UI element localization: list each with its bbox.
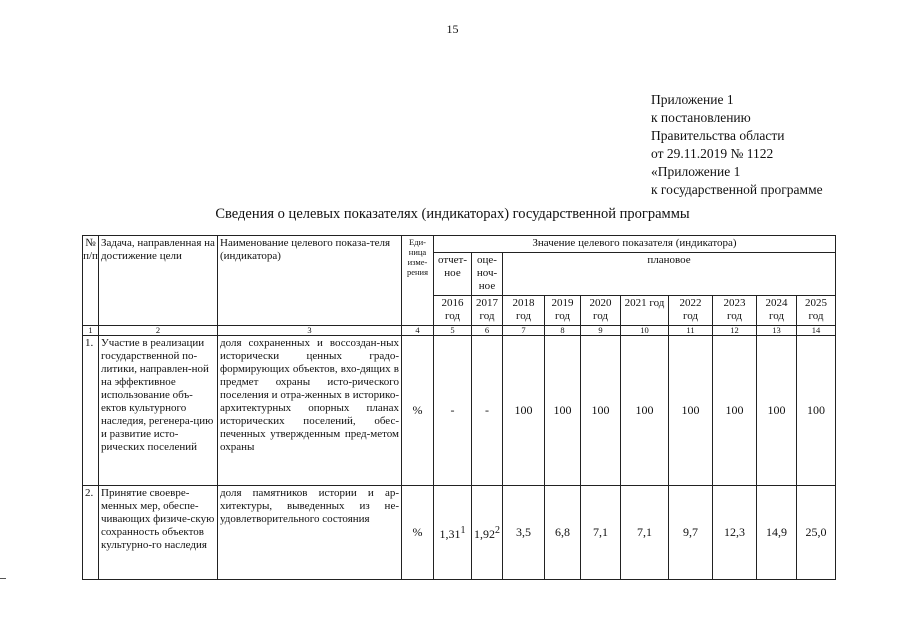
- row-value-footnoted: [472, 486, 503, 580]
- header-indicator: Наименование целевого показа-теля (индикатора): [218, 236, 402, 326]
- header-unit: Еди-ница изме-рения: [402, 236, 434, 326]
- column-number: 13: [757, 326, 797, 336]
- row-value: 100: [797, 336, 836, 486]
- column-number: 12: [713, 326, 757, 336]
- column-number: 9: [581, 326, 621, 336]
- row-value: 1,31: [439, 527, 461, 541]
- page-number: 15: [446, 22, 459, 36]
- table-row: [83, 486, 836, 580]
- header-value-group: Значение целевого показателя (индикатора): [434, 236, 836, 253]
- row-value: 100: [503, 336, 545, 486]
- appendix-line: к государственной программе: [651, 182, 823, 197]
- row-indicator: доля сохраненных и воссоздан-ных исторически ценных градо-формирующих объектов, вхо-дящих в предмет охраны исто-рического поселения и отра-женных в историко-архитектурных опорных планах исторических поселений, обес-печенных утвержденным пред-метом охраны: [218, 336, 402, 486]
- header-year: 2022 год: [669, 296, 713, 326]
- row-value: 6,8: [545, 486, 581, 580]
- row-value: 1,92: [474, 527, 495, 541]
- column-number: 1: [83, 326, 99, 336]
- header-year: 2018 год: [503, 296, 545, 326]
- header-year: 2023 год: [713, 296, 757, 326]
- row-task: Принятие своевре-менных мер, обеспе-чивающих физиче-скую сохранность объектов культурно-го наследия: [99, 486, 218, 580]
- column-number: 6: [472, 326, 503, 336]
- row-value: 100: [757, 336, 797, 486]
- appendix-line: «Приложение 1: [651, 164, 741, 179]
- row-value: 100: [581, 336, 621, 486]
- header-year: 2020 год: [581, 296, 621, 326]
- column-number: 11: [669, 326, 713, 336]
- footnote-marker: 1: [460, 525, 466, 536]
- appendix-line: Приложение 1: [651, 92, 734, 107]
- row-unit: %: [402, 336, 434, 486]
- column-number: 5: [434, 326, 472, 336]
- margin-mark: [0, 578, 6, 579]
- row-value: 7,1: [621, 486, 669, 580]
- row-unit: %: [402, 486, 434, 580]
- row-number: 1.: [83, 336, 99, 486]
- header-year: 2025 год: [797, 296, 836, 326]
- indicators-table: [82, 235, 836, 580]
- header-task: Задача, направленная на достижение цели: [99, 236, 218, 326]
- table-row: [83, 336, 836, 486]
- row-value: 3,5: [503, 486, 545, 580]
- appendix-block: [651, 91, 823, 199]
- column-number: 8: [545, 326, 581, 336]
- header-year: 2024 год: [757, 296, 797, 326]
- column-number: 7: [503, 326, 545, 336]
- row-value: -: [434, 336, 472, 486]
- row-value: 7,1: [581, 486, 621, 580]
- header-num: № п/п: [83, 236, 99, 326]
- column-number: 10: [621, 326, 669, 336]
- row-value: 9,7: [669, 486, 713, 580]
- document-title: Сведения о целевых показателях (индикаторах) государственной программы: [215, 206, 690, 222]
- header-planned: плановое: [503, 253, 836, 296]
- row-number: 2.: [83, 486, 99, 580]
- header-reported: отчет-ное: [434, 253, 472, 296]
- row-task: Участие в реализации государственной по-литики, направлен-ной на эффективное использование объ-ектов культурного наследия, регенера-цию и развитие исто-рических поселений: [99, 336, 218, 486]
- header-year: 2019 год: [545, 296, 581, 326]
- header-estimated: оце-ноч-ное: [472, 253, 503, 296]
- header-year: 2017 год: [472, 296, 503, 326]
- footnote-marker: 2: [495, 525, 500, 536]
- row-value: 14,9: [757, 486, 797, 580]
- row-value: -: [472, 336, 503, 486]
- row-value: 100: [713, 336, 757, 486]
- row-value-footnoted: [434, 486, 472, 580]
- appendix-line: от 29.11.2019 № 1122: [651, 146, 774, 161]
- header-year: 2021 год: [621, 296, 669, 326]
- column-number: 2: [99, 326, 218, 336]
- appendix-line: Правительства области: [651, 128, 785, 143]
- row-value: 100: [545, 336, 581, 486]
- header-year: 2016 год: [434, 296, 472, 326]
- row-value: 100: [621, 336, 669, 486]
- row-value: 100: [669, 336, 713, 486]
- column-number: 4: [402, 326, 434, 336]
- column-number: 3: [218, 326, 402, 336]
- appendix-line: к постановлению: [651, 110, 751, 125]
- row-value: 25,0: [797, 486, 836, 580]
- row-indicator: доля памятников истории и ар-хитектуры, выведенных из не-удовлетворительного состояния: [218, 486, 402, 580]
- row-value: 12,3: [713, 486, 757, 580]
- column-number: 14: [797, 326, 836, 336]
